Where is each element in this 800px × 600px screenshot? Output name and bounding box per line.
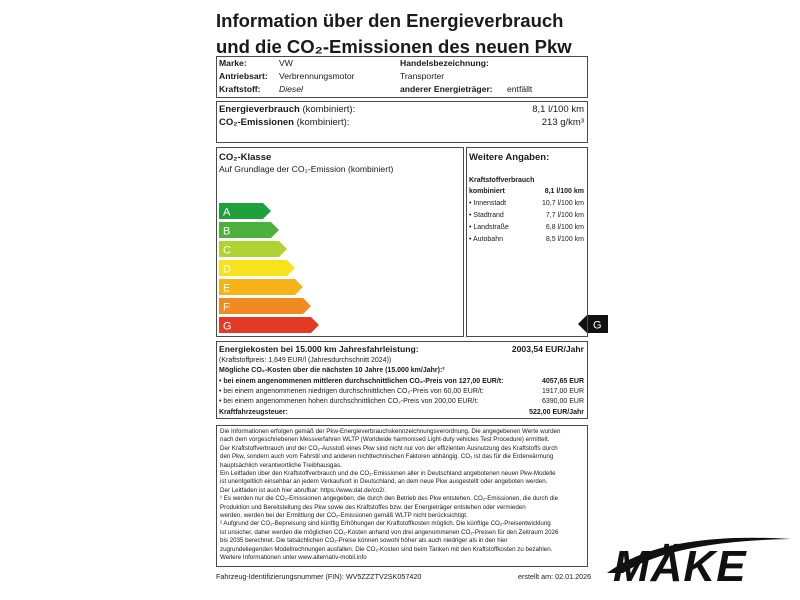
co2-cost-low-label: bei einem angenommenen niedrigen durchschnittlichen CO₂-Preis von 60,00 EUR/t:: [223, 388, 484, 395]
note-line: ist unentgeltlich einsehbar an jedem Verkaufsort in Deutschland, an dem neue Pkw ausgestellt oder angeboten werden.: [220, 478, 548, 486]
page-title: [216, 8, 616, 60]
costs-box: [216, 341, 588, 419]
co2-cost-heading: Mögliche CO₂-Kosten über die nächsten 10 Jahre (15.000 km/Jahr):²: [219, 367, 445, 374]
consumption-item-value: 7,7 l/100 km: [545, 212, 584, 219]
co2-cost-high-value: 6390,00 EUR: [541, 398, 584, 405]
note-line: Weitere Informationen unter www.alternativ-mobil.info: [220, 554, 367, 562]
energy-cost-value: 2003,54 EUR/Jahr: [511, 344, 584, 354]
consumption-box: [216, 101, 588, 143]
co2-class-heading: CO₂-Klasse: [219, 152, 272, 163]
note-line: den Pkw, sondern auch vom Fahrstil und anderen nichttechnischen Faktoren abhängig. CO₂ ist das für die Erderwärmung: [220, 453, 554, 461]
class-bar-a: [219, 203, 271, 219]
fuel-value: Diesel: [279, 84, 303, 94]
energy-cost-label: Energiekosten bei 15.000 km Jahresfahrleistung:: [219, 344, 419, 354]
consumption-item-label: • Landstraße: [469, 224, 509, 231]
note-line: ist unsicher, daher werden die möglichen CO₂-Kosten anhand von drei angenommenen CO₂-Preisen für den Zeitraum 2026: [220, 528, 559, 536]
class-letter-c: C: [223, 244, 231, 257]
fuel-label: Kraftstoff:: [219, 84, 261, 94]
note-line: Der Kraftstoffverbrauch und der CO₂-Ausstoß eines Pkw sind nicht nur von der effizienten Ausnutzung des Kraftstoffs durch: [220, 444, 558, 452]
co2-cost-mid-value: 4057,65 EUR: [541, 378, 584, 385]
co2-row: [219, 117, 349, 128]
fuel-price-note: (Kraftstoffpreis: 1,649 EUR/l (Jahresdurchschnitt 2024)): [219, 357, 392, 364]
co2-cost-high: • bei einem angenommenen hohen durchschnittlichen CO₂-Preis von 200,00 EUR/t:: [219, 398, 479, 405]
note-line: werden, werden bei der Ermittlung der CO₂-Emissionen gemäß WLTP nicht berücksichtigt.: [220, 512, 468, 520]
class-bar-c: [219, 241, 287, 257]
co2-class-subheading: Auf Grundlage der CO₂-Emission (kombiniert): [219, 164, 394, 174]
make-logo: [603, 525, 793, 585]
co2-cost-high-label: bei einem angenommenen hohen durchschnittlichen CO₂-Preis von 200,00 EUR/t:: [223, 398, 479, 405]
class-bar-g: [219, 317, 319, 333]
class-letter-b: B: [223, 225, 231, 238]
drive-value: Verbrennungsmotor: [279, 71, 355, 81]
trade-label: Handelsbezeichnung:: [400, 58, 489, 68]
brand-value: VW: [279, 58, 293, 68]
logo-text: MÄKE: [613, 542, 747, 585]
energy-value: 8,1 l/100 km: [532, 104, 584, 115]
drive-label: Antriebsart:: [219, 71, 268, 81]
combined-value: 8,1 l/100 km: [544, 188, 584, 195]
co2-cost-low: • bei einem angenommenen niedrigen durchschnittlichen CO₂-Preis von 60,00 EUR/t:: [219, 388, 484, 395]
note-line: Ein Leitfaden über den Kraftstoffverbrauch und die CO₂-Emissionen aller in Deutschland angebotenen neuen Pkw-Modelle: [220, 470, 556, 478]
note-line: Der Leitfaden ist auch hier abrufbar: https://www.dat.de/co2/.: [220, 486, 387, 494]
note-line: Produktion und Bereitstellung des Pkw sowie des Kraftstoffes bzw. der Energieträger entstehen oder vermieden: [220, 503, 526, 511]
other-energy-value: entfällt: [507, 84, 533, 94]
further-heading: Weitere Angaben:: [469, 152, 550, 163]
notes-text: [220, 428, 560, 563]
other-energy-label: anderer Energieträger:: [400, 84, 493, 94]
notes-box: [216, 425, 588, 567]
note-line: hauptsächlich verantwortliche Treibhausgas.: [220, 461, 342, 469]
note-line: nach dem vorgeschriebenen Messverfahren WLTP (Worldwide harmonised Light-duty vehicles Test Procedure) ermittelt.: [220, 436, 550, 444]
note-line: zugrundeliegenden Modellrechnungen ausfallen. Die CO₂-Kosten sind beim Tanken mit den Kraftstoffkosten zu bezahlen.: [220, 545, 553, 553]
class-letter-e: E: [223, 282, 231, 295]
class-letter-a: A: [223, 206, 231, 219]
note-line: bis 2035 berechnet. Die tatsächlichen CO₂-Preise können sowohl höher als auch niedriger als in den hier: [220, 537, 508, 545]
fuel-heading: Kraftstoffverbrauch: [469, 177, 535, 184]
note-line: ¹ Es werden nur die CO₂-Emissionen angegeben, die durch den Betrieb des Pkw entstehen. CO₂-Emissionen, die durch die: [220, 495, 559, 503]
consumption-item-label: • Stadtrand: [469, 212, 504, 219]
co2-cost-mid: • bei einem angenommenen mittleren durchschnittlichen CO₂-Preis von 127,00 EUR/t:: [219, 378, 504, 385]
date-label: erstellt am: 02.01.2026: [518, 572, 592, 581]
current-class-letter: G: [593, 319, 602, 332]
note-line: ² Aufgrund der CO₂-Bepreisung sind künftig Erhöhungen der Kraftstoffkosten möglich. Die künftige CO₂-Preisentwicklung: [220, 520, 551, 528]
consumption-item-value: 8,5 l/100 km: [545, 236, 584, 243]
energy-row: [219, 104, 355, 115]
vehicle-info-box: [216, 56, 588, 98]
class-bar-d: [219, 260, 295, 276]
energy-sub: (kombiniert):: [302, 104, 356, 115]
co2-sub: (kombiniert):: [296, 117, 350, 128]
class-bar-b: [219, 222, 279, 238]
co2-value: 213 g/km³: [541, 117, 584, 128]
co2-label: CO₂-Emissionen: [219, 117, 294, 128]
consumption-item-value: 10,7 l/100 km: [541, 200, 584, 207]
class-bar-f: [219, 298, 311, 314]
tax-value: 522,00 EUR/Jahr: [529, 409, 584, 416]
class-letter-g: G: [223, 320, 232, 333]
co2-cost-mid-label: bei einem angenommenen mittleren durchschnittlichen CO₂-Preis von 127,00 EUR/t:: [223, 378, 504, 385]
co2-cost-low-value: 1917,00 EUR: [541, 388, 584, 395]
combined-label: kombiniert: [469, 188, 505, 195]
note-line: Die Informationen erfolgen gemäß der Pkw-Energieverbrauchskennzeichnungsverordnung. Die angegebenen Werte wurden: [220, 428, 561, 435]
energy-label: Energieverbrauch: [219, 104, 300, 115]
brand-label: Marke:: [219, 58, 247, 68]
class-letter-d: D: [223, 263, 231, 276]
title-line-1: Information über den Energieverbrauch: [216, 10, 564, 31]
class-letter-f: F: [223, 301, 230, 314]
class-bar-e: [219, 279, 303, 295]
consumption-item-label: • Autobahn: [469, 236, 503, 243]
vin-label: Fahrzeug-Identifizierungsnummer (FIN): WV5ZZZTV2SK057420: [216, 572, 422, 581]
title-line-2: und die CO₂-Emissionen des neuen Pkw: [216, 36, 572, 57]
tax-label: Kraftfahrzeugsteuer:: [219, 409, 288, 416]
further-info-box: [466, 147, 588, 337]
consumption-item-label: • Innenstadt: [469, 200, 507, 207]
consumption-item-value: 6,8 l/100 km: [545, 224, 584, 231]
trade-value: Transporter: [400, 71, 445, 81]
